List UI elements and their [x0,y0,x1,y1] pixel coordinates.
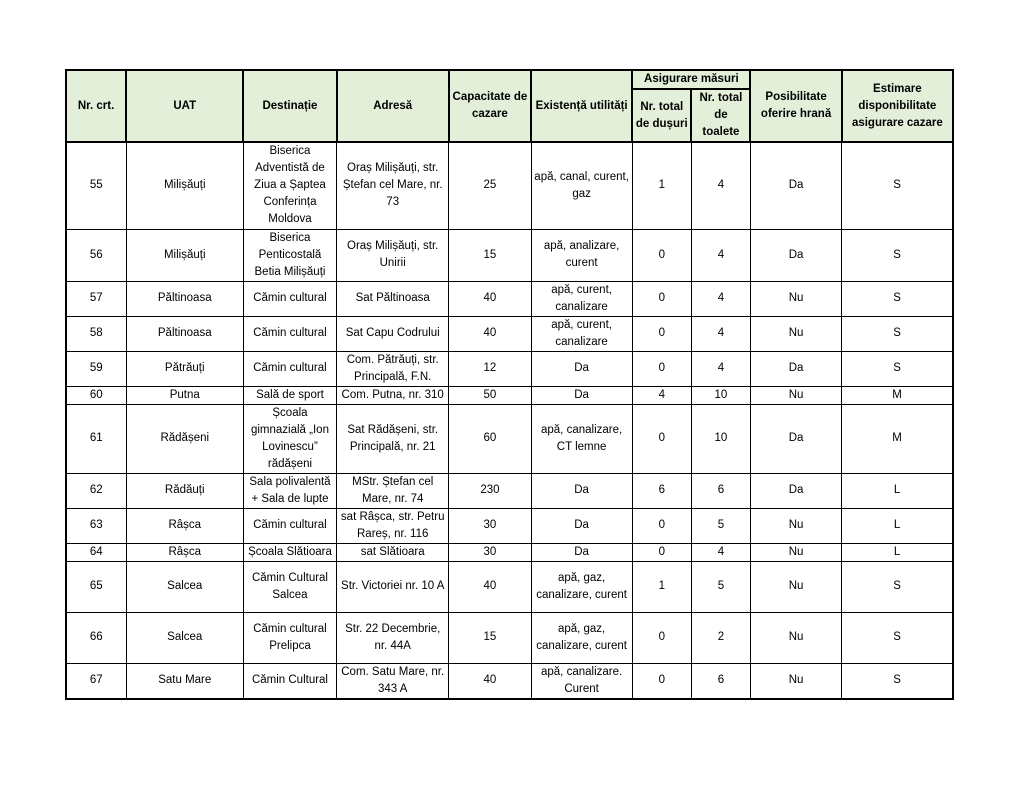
cell-estimare: S [842,612,953,663]
cell-uat: Râșca [126,508,243,543]
cell-uat: Râșca [126,543,243,561]
table-row [66,404,953,473]
cell-dusuri: 4 [632,386,691,404]
cell-nr: 56 [66,229,126,281]
cell-estimare: S [842,316,953,351]
cell-adresa: sat Râșca, str. Petru Rareș, nr. 116 [337,508,449,543]
cell-toalete: 4 [691,351,750,386]
cell-adresa: Sat Capu Codrului [337,316,449,351]
cell-adresa: Com. Satu Mare, nr. 343 A [337,663,449,699]
cell-toalete: 4 [691,316,750,351]
cell-capacitate: 30 [449,543,531,561]
cell-hrana: Nu [750,612,841,663]
cell-adresa: Com. Putna, nr. 310 [337,386,449,404]
cell-utilitati: Da [531,473,632,508]
table-row [66,612,953,663]
cell-dusuri: 0 [632,543,691,561]
table-row [66,316,953,351]
cell-dusuri: 0 [632,351,691,386]
cell-destinatie: Cămin Cultural [243,663,336,699]
cell-nr: 65 [66,561,126,612]
cell-capacitate: 25 [449,142,531,229]
cell-utilitati: Da [531,386,632,404]
cell-nr: 63 [66,508,126,543]
cell-utilitati: Da [531,508,632,543]
cell-dusuri: 6 [632,473,691,508]
cell-dusuri: 1 [632,561,691,612]
cell-destinatie: Cămin cultural [243,508,336,543]
header-uat: UAT [126,70,243,142]
cell-toalete: 10 [691,386,750,404]
table-row [66,473,953,508]
table-body [66,142,953,699]
cell-capacitate: 60 [449,404,531,473]
cell-hrana: Da [750,404,841,473]
cell-hrana: Nu [750,561,841,612]
cell-destinatie: Cămin Cultural Salcea [243,561,336,612]
cell-utilitati: apă, canal, curent, gaz [531,142,632,229]
cell-estimare: L [842,543,953,561]
cell-adresa: Sat Rădășeni, str. Principală, nr. 21 [337,404,449,473]
cell-estimare: S [842,229,953,281]
table-row [66,386,953,404]
cell-capacitate: 40 [449,281,531,316]
header-toalete: Nr. total de toalete [691,89,750,142]
header-estimare: Estimare disponibilitate asigurare cazare [842,70,953,142]
cell-adresa: MStr. Ștefan cel Mare, nr. 74 [337,473,449,508]
cell-capacitate: 12 [449,351,531,386]
header-masuri: Asigurare măsuri [632,70,750,89]
cell-uat: Putna [126,386,243,404]
cell-adresa: Sat Păltinoasa [337,281,449,316]
cell-adresa: Str. Victoriei nr. 10 A [337,561,449,612]
cell-estimare: M [842,386,953,404]
cell-estimare: L [842,508,953,543]
cell-toalete: 4 [691,229,750,281]
cell-estimare: S [842,561,953,612]
cell-estimare: L [842,473,953,508]
cell-nr: 67 [66,663,126,699]
cell-adresa: sat Slătioara [337,543,449,561]
cell-utilitati: apă, gaz, canalizare, curent [531,561,632,612]
cell-uat: Păltinoasa [126,281,243,316]
header-adresa: Adresă [337,70,449,142]
cell-hrana: Nu [750,386,841,404]
cell-dusuri: 0 [632,663,691,699]
cell-capacitate: 40 [449,316,531,351]
cell-utilitati: apă, canalizare, CT lemne [531,404,632,473]
cell-nr: 61 [66,404,126,473]
cell-toalete: 4 [691,142,750,229]
header-capacitate: Capacitate de cazare [449,70,531,142]
cell-nr: 64 [66,543,126,561]
cell-hrana: Nu [750,663,841,699]
cell-destinatie: Sala polivalentă + Sala de lupte [243,473,336,508]
cell-destinatie: Cămin cultural Prelipca [243,612,336,663]
table-row [66,142,953,229]
cell-capacitate: 230 [449,473,531,508]
cell-capacitate: 30 [449,508,531,543]
table-row [66,561,953,612]
cell-dusuri: 0 [632,404,691,473]
cell-adresa: Com. Pătrăuți, str. Principală, F.N. [337,351,449,386]
cell-uat: Salcea [126,612,243,663]
cell-toalete: 6 [691,663,750,699]
cell-capacitate: 15 [449,612,531,663]
header-nr: Nr. crt. [66,70,126,142]
cell-estimare: S [842,142,953,229]
table-row [66,543,953,561]
cell-utilitati: apă, curent, canalizare [531,316,632,351]
cell-dusuri: 0 [632,508,691,543]
cell-nr: 58 [66,316,126,351]
table-row [66,663,953,699]
cell-hrana: Da [750,351,841,386]
cell-destinatie: Școala Slătioara [243,543,336,561]
cell-destinatie: Cămin cultural [243,316,336,351]
cell-hrana: Da [750,473,841,508]
cell-nr: 57 [66,281,126,316]
cell-uat: Satu Mare [126,663,243,699]
cell-destinatie: Cămin cultural [243,351,336,386]
cell-hrana: Nu [750,281,841,316]
cell-hrana: Da [750,142,841,229]
header-dusuri: Nr. total de dușuri [632,89,691,142]
cell-toalete: 2 [691,612,750,663]
cell-adresa: Oraș Milișăuți, str. Ștefan cel Mare, nr. 73 [337,142,449,229]
table-row [66,281,953,316]
cell-destinatie: Sală de sport [243,386,336,404]
cell-uat: Păltinoasa [126,316,243,351]
cell-adresa: Oraș Milișăuți, str. Unirii [337,229,449,281]
cell-uat: Milișăuți [126,142,243,229]
cell-toalete: 6 [691,473,750,508]
cell-dusuri: 1 [632,142,691,229]
table-row [66,229,953,281]
cell-uat: Salcea [126,561,243,612]
cell-hrana: Da [750,229,841,281]
cell-destinatie: Cămin cultural [243,281,336,316]
cell-capacitate: 50 [449,386,531,404]
cell-toalete: 5 [691,508,750,543]
cell-hrana: Nu [750,543,841,561]
cell-toalete: 10 [691,404,750,473]
cell-nr: 60 [66,386,126,404]
cell-dusuri: 0 [632,281,691,316]
cell-utilitati: apă, canalizare. Curent [531,663,632,699]
header-utilitati: Existență utilități [531,70,632,142]
cell-dusuri: 0 [632,316,691,351]
cell-nr: 59 [66,351,126,386]
cell-utilitati: Da [531,543,632,561]
cell-dusuri: 0 [632,229,691,281]
table-row [66,508,953,543]
cell-capacitate: 40 [449,663,531,699]
cell-uat: Pătrăuți [126,351,243,386]
cell-estimare: S [842,663,953,699]
cell-estimare: M [842,404,953,473]
cell-estimare: S [842,351,953,386]
cell-nr: 62 [66,473,126,508]
cell-dusuri: 0 [632,612,691,663]
cell-uat: Rădăuți [126,473,243,508]
cell-estimare: S [842,281,953,316]
cell-adresa: Str. 22 Decembrie, nr. 44A [337,612,449,663]
cell-nr: 55 [66,142,126,229]
cell-toalete: 4 [691,543,750,561]
header-hrana: Posibilitate oferire hrană [750,70,841,142]
cell-destinatie: Școala gimnazială „Ion Lovinescu” rădășeni [243,404,336,473]
cell-capacitate: 40 [449,561,531,612]
header-destinatie: Destinație [243,70,336,142]
cell-utilitati: apă, curent, canalizare [531,281,632,316]
table-row [66,351,953,386]
cell-utilitati: apă, gaz, canalizare, curent [531,612,632,663]
cell-toalete: 5 [691,561,750,612]
cell-destinatie: Biserica Adventistă de Ziua a Șaptea Conferința Moldova [243,142,336,229]
cell-hrana: Nu [750,508,841,543]
cell-capacitate: 15 [449,229,531,281]
cell-hrana: Nu [750,316,841,351]
cell-nr: 66 [66,612,126,663]
cell-destinatie: Biserica Penticostală Betia Milișăuți [243,229,336,281]
cell-utilitati: apă, analizare, curent [531,229,632,281]
cell-toalete: 4 [691,281,750,316]
cell-uat: Rădășeni [126,404,243,473]
accommodation-table [65,69,954,700]
cell-utilitati: Da [531,351,632,386]
cell-uat: Milișăuți [126,229,243,281]
